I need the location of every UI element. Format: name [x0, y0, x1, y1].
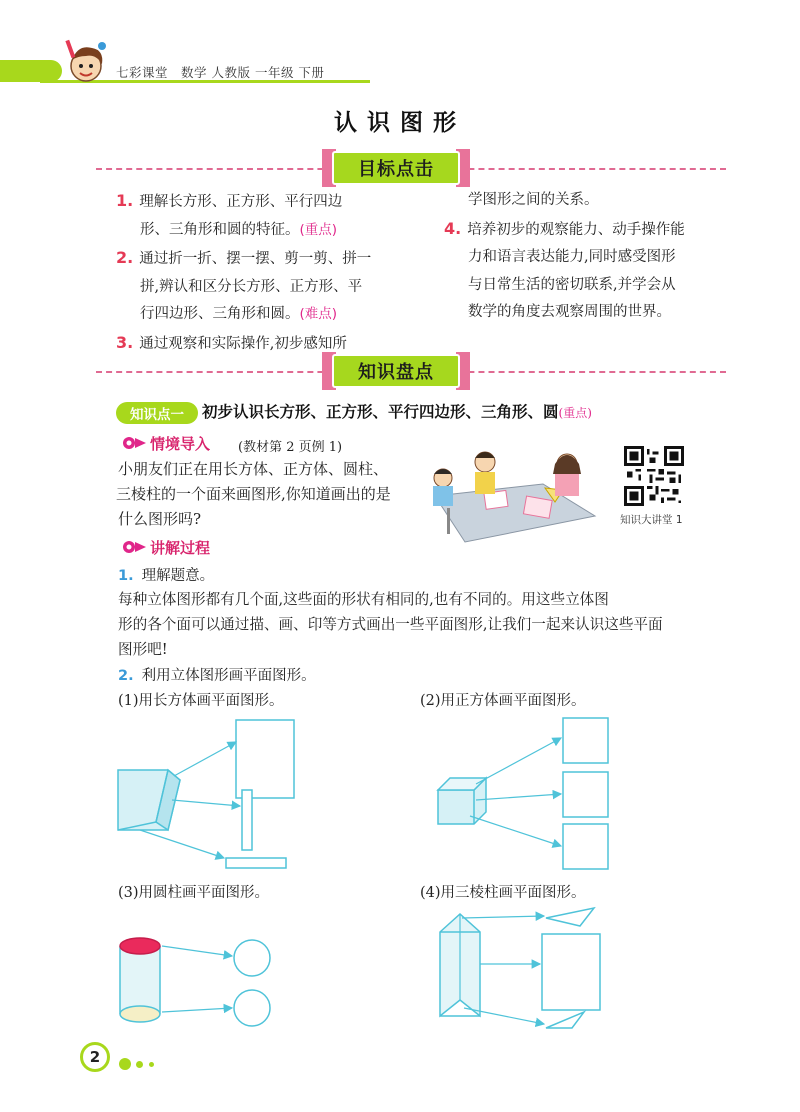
section-header-knowledge	[322, 352, 470, 390]
objective-line: 2. 通过折一折、摆一摆、剪一剪、拼一	[116, 248, 372, 267]
intro-paragraph: 小朋友们正在用长方体、正方体、圆柱、 三棱柱的一个面来画图形,你知道画出的是 什么图形吗?	[116, 460, 391, 528]
objective-line: 学图形之间的关系。	[468, 192, 599, 208]
cube-figure	[430, 712, 620, 874]
step-1: 1. 理解题意。	[118, 568, 215, 584]
decor-dot	[149, 1062, 154, 1067]
intro-heading: 情境导入	[150, 435, 211, 453]
header-accent-bar	[0, 60, 62, 82]
section-label: 目标点击	[332, 151, 460, 185]
objective-line: 形、三角形和圆的特征。(重点)	[140, 221, 338, 238]
step-2: 2. 利用立体图形画平面图形。	[118, 668, 316, 684]
objective-line: 数学的角度去观察周围的世界。	[468, 304, 671, 320]
caption-cylinder: (3)用圆柱画平面图形。	[118, 885, 270, 901]
objective-line: 与日常生活的密切联系,并学会从	[468, 276, 676, 293]
bullet-arrow-icon	[122, 540, 148, 554]
knowledge-point-badge: 知识点一	[116, 402, 198, 424]
caption-cube: (2)用正方体画平面图形。	[420, 693, 586, 709]
decor-dot	[136, 1061, 143, 1068]
header-breadcrumb: 七彩课堂 数学 人教版 一年级 下册	[116, 65, 325, 80]
knowledge-point-title: 初步认识长方形、正方形、平行四边形、三角形、圆(重点)	[202, 403, 592, 421]
caption-prism: (4)用三棱柱画平面图形。	[420, 885, 586, 901]
intro-textbook-ref: (教材第 2 页例 1)	[238, 440, 343, 455]
decor-dot	[119, 1058, 131, 1070]
explain-heading: 讲解过程	[150, 539, 211, 557]
objectives-left	[116, 187, 416, 358]
section-header-objectives	[322, 149, 470, 187]
mascot-icon	[58, 38, 114, 90]
objective-line: 4. 培养初步的观察能力、动手操作能	[444, 218, 685, 238]
section-label: 知识盘点	[332, 354, 460, 388]
children-drawing-illustration	[425, 434, 605, 544]
bullet-arrow-icon	[122, 436, 148, 450]
objective-line: 3. 通过观察和实际操作,初步感知所	[116, 332, 347, 352]
objective-line: 行四边形、三角形和圆。(难点)	[140, 306, 338, 322]
page-title: 认识图形	[334, 110, 466, 136]
objectives-right	[444, 187, 744, 327]
objective-line: 力和语言表达能力,同时感受图形	[468, 249, 676, 265]
objective-line: 拼,辨认和区分长方形、正方形、平	[140, 278, 363, 295]
page-number: 2	[80, 1042, 110, 1072]
cuboid-figure	[110, 712, 310, 874]
cylinder-figure	[112, 924, 282, 1034]
qr-code-icon	[624, 446, 684, 506]
explain-paragraph: 每种立体图形都有几个面,这些面的形状有相同的,也有不同的。用这些立体图 形的各个面可以通过描、画、印等方式画出一些平面图形,让我们一起来认识这些平面 图形吧!	[118, 591, 663, 658]
qr-caption: 知识大讲堂 1	[620, 514, 683, 526]
triangular-prism-figure	[434, 904, 624, 1036]
caption-cuboid: (1)用长方体画平面图形。	[118, 693, 284, 709]
objective-line: 1. 理解长方形、正方形、平行四边	[116, 191, 343, 210]
